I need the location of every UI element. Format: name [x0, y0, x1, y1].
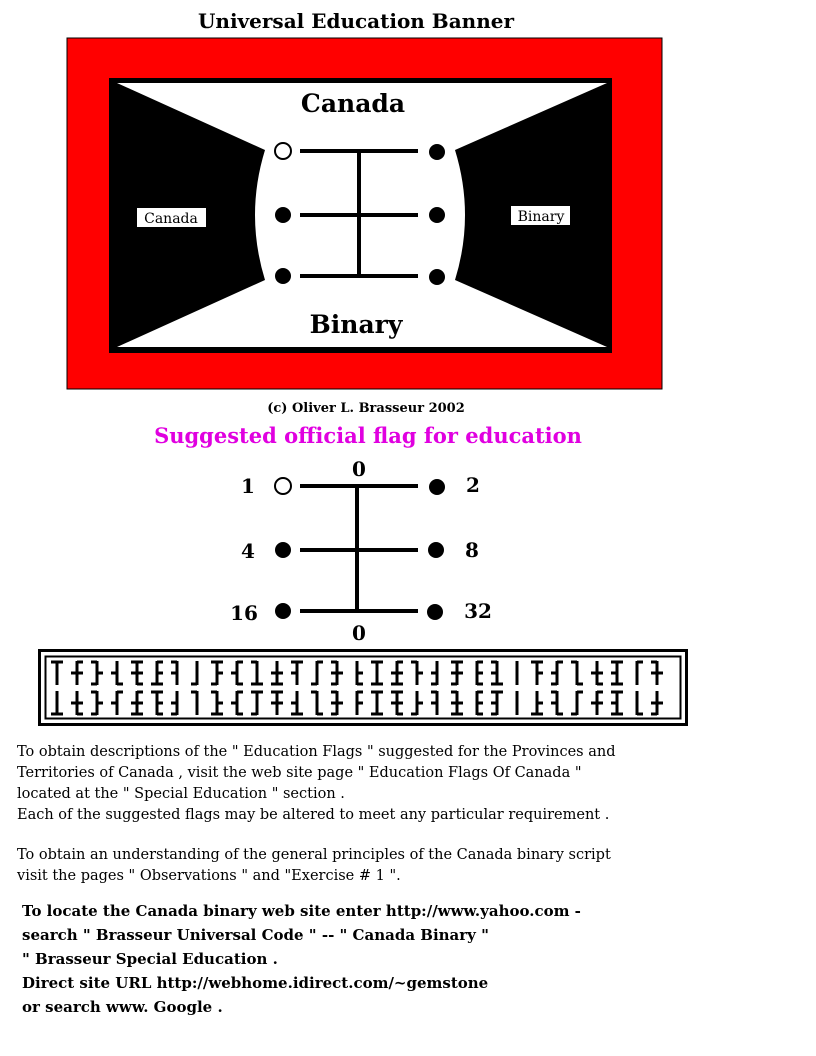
text-line: search " Brasseur Universal Code " -- " Canada Binary " [22, 926, 489, 944]
text-line: To obtain descriptions of the " Education Flags " suggested for the Provinces and [17, 744, 616, 760]
text-line: Direct site URL http://webhome.idirect.com/~gemstone [22, 974, 489, 992]
paragraph-education-flags [17, 742, 615, 826]
banner-right-tag: Binary [517, 209, 565, 225]
education-banner [0, 0, 816, 400]
key-label-2: 2 [466, 473, 480, 497]
text-line: located at the " Special Education " section . [17, 786, 345, 802]
text-line: or search www. Google . [22, 998, 223, 1016]
key-label-4: 4 [241, 539, 255, 563]
text-line: To locate the Canada binary web site enter http://www.yahoo.com - [22, 902, 581, 920]
key-label-1: 1 [241, 474, 255, 498]
key-dot-hollow [275, 478, 291, 494]
copyright-text: (c) Oliver L. Brasseur 2002 [267, 401, 465, 416]
page-title: Universal Education Banner [197, 9, 515, 33]
binary-key-diagram [0, 450, 816, 650]
banner-bottom-label: Binary [309, 310, 403, 339]
subtitle: Suggested official flag for education [154, 423, 582, 448]
text-line: " Brasseur Special Education . [22, 950, 278, 968]
text-line: Territories of Canada , visit the web site page " Education Flags Of Canada " [17, 765, 582, 781]
paragraph-binary-script [17, 845, 611, 887]
key-top-zero: 0 [352, 457, 366, 481]
text-line: visit the pages " Observations " and "Exercise # 1 ". [17, 868, 401, 884]
text-line: To obtain an understanding of the general principles of the Canada binary script [17, 847, 611, 863]
banner-left-tag: Canada [144, 211, 198, 227]
key-label-16: 16 [230, 601, 258, 625]
paragraph-site-locator [22, 899, 581, 1019]
banner-dot-hollow [275, 143, 291, 159]
banner-top-label: Canada [300, 89, 406, 118]
key-bottom-zero: 0 [352, 621, 366, 645]
key-label-8: 8 [465, 538, 479, 562]
key-label-32: 32 [464, 599, 492, 623]
text-line: Each of the suggested flags may be altered to meet any particular requirement . [17, 807, 610, 823]
binary-script-strip [38, 649, 688, 726]
